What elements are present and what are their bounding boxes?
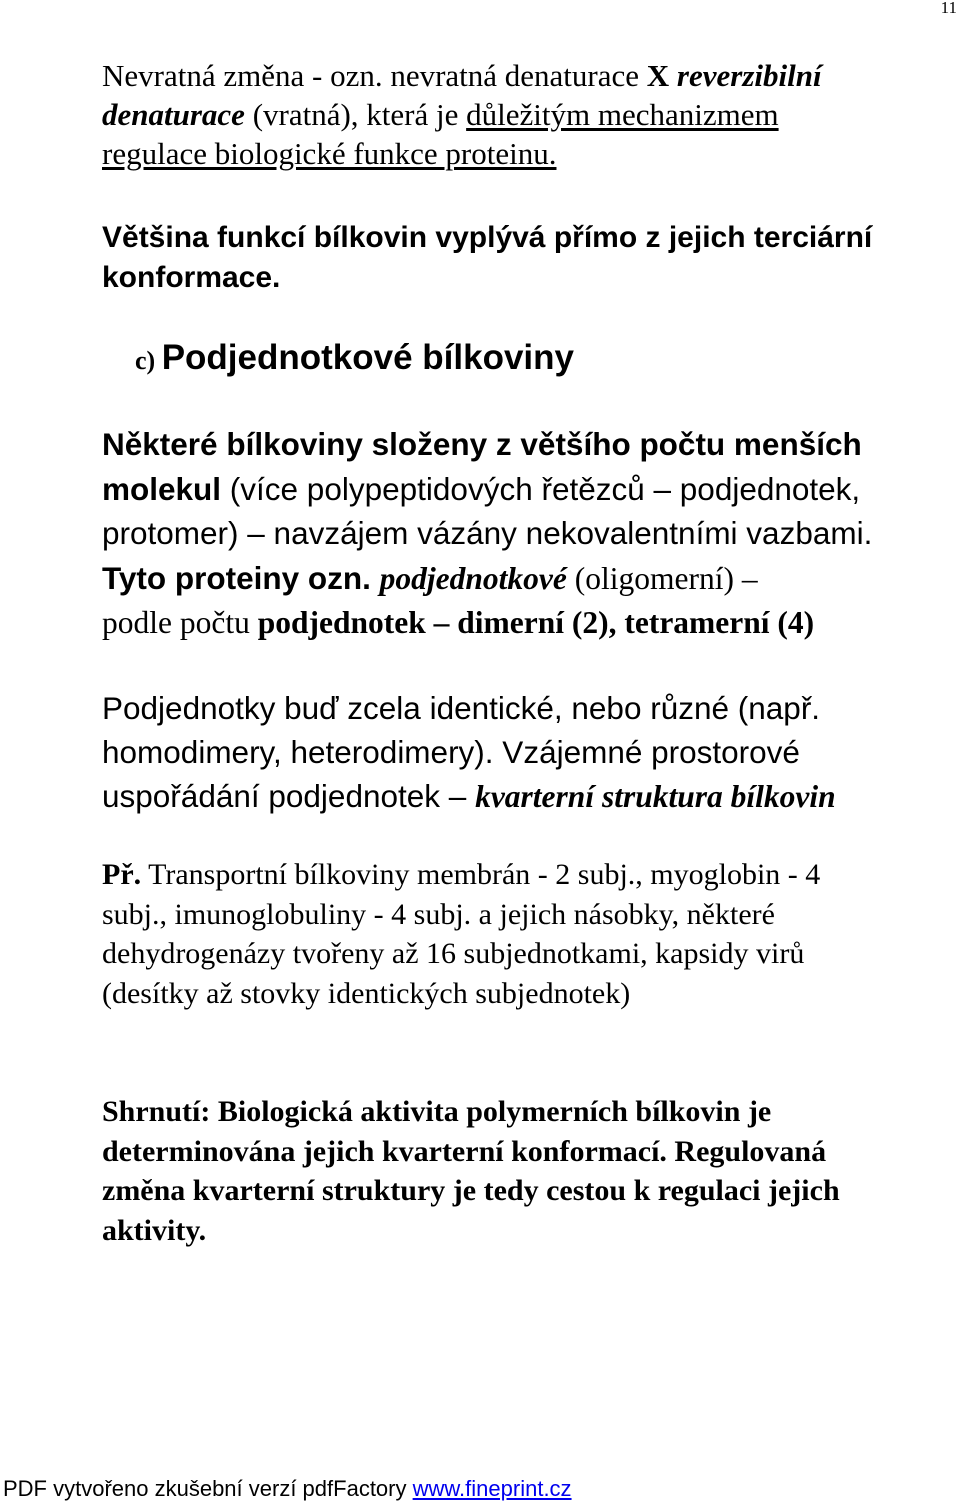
paragraph-summary [102,1092,840,1250]
text-bold: X [646,58,677,93]
underlined-text: důležitým mechanizmem [466,97,779,132]
text-bold: Tyto proteiny ozn. [102,559,380,596]
text: (oligomerní) – [566,560,758,596]
page-number: 11 [940,0,957,17]
paragraph-subunits [102,422,872,646]
text: Nevratná změna - ozn. nevratná denaturace [102,58,647,93]
line: aktivity. [102,1213,207,1247]
line: změna kvarterní struktury je tedy cestou k regulaci jejich [102,1174,840,1207]
text: (více polypeptidových řetězců – podjednotek, [221,470,861,507]
line: Shrnutí: Biologická aktivita polymerních bílkovin je [102,1095,772,1128]
pdf-footer [3,1476,572,1502]
heading-title: Podjednotkové bílkoviny [161,338,574,377]
paragraph-tertiary [102,218,872,298]
paragraph-denaturation [102,56,822,173]
text: Transportní bílkoviny membrán - 2 subj., myoglobin - 4 [141,858,821,891]
footer-link[interactable]: www.fineprint.cz [412,1476,572,1501]
text-bold: molekul [102,470,222,507]
line [102,774,836,819]
line: dehydrogenázy tvořeny až 16 subjednotkami, kapsidy virů [102,937,805,970]
text: (vratná), která je [244,97,467,132]
line: Některé bílkoviny složeny z většího počtu menších [102,426,862,462]
text-bold: podjednotek – dimerní (2), tetramerní (4) [257,605,815,640]
term-subunit: podjednotkové [379,560,567,596]
section-heading [135,335,574,384]
line: konformace. [102,261,281,294]
text-bold: Př. [102,858,142,891]
line [102,556,872,602]
heading-prefix: c) [135,346,162,375]
line [102,56,822,95]
line: (desítky až stovky identických subjednotek) [102,976,631,1010]
line [102,467,872,512]
line: determinována jejich kvarterní konformací. Regulovaná [102,1134,827,1168]
text: podle počtu [102,605,258,640]
term-reversible: reverzibilní [676,58,822,93]
footer-text: PDF vytvořeno zkušební verzí pdfFactory [3,1476,413,1501]
line [102,601,872,646]
paragraph-examples [102,855,820,1013]
line [102,95,822,134]
underlined-line: regulace biologické funkce proteinu. [102,136,557,171]
line: Podjednotky buď zcela identické, nebo různé (např. [102,690,821,726]
line: subj., imunoglobuliny - 4 subj. a jejich násobky, některé [102,897,775,931]
line: homodimery, heterodimery). Vzájemné prostorové [102,734,800,770]
line [102,855,820,895]
paragraph-identity [102,686,836,819]
text: uspořádání podjednotek – [102,778,476,814]
term-quaternary: kvarterní struktura bílkovin [475,779,836,814]
line: Většina funkcí bílkovin vyplývá přímo z jejich terciární [102,221,873,254]
line: protomer) – navzájem vázány nekovalentními vazbami. [102,515,873,551]
term-denaturation: denaturace [102,97,245,132]
